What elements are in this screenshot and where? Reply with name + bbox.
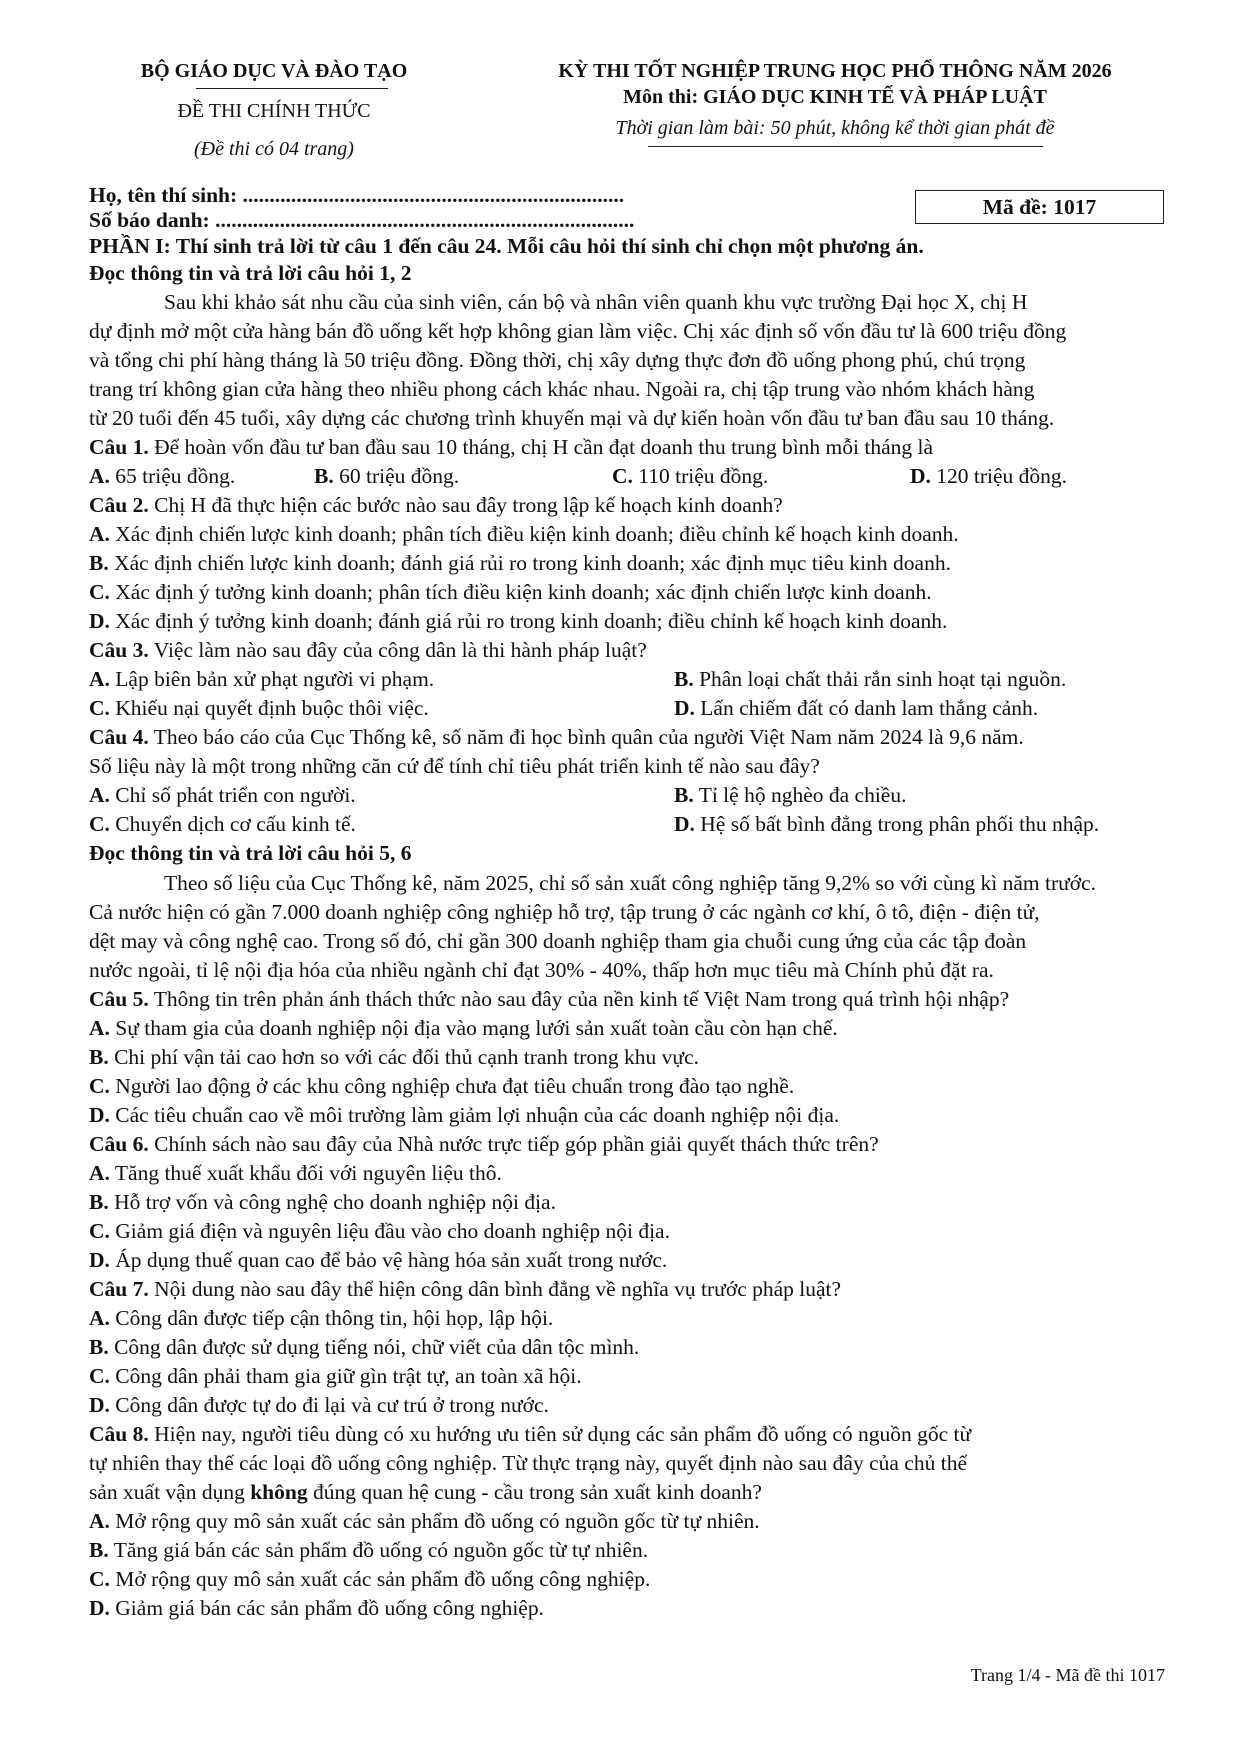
option-text: Các tiêu chuẩn cao về môi trường làm giảm lợi nhuận của các doanh nghiệp nội địa. [109,1103,840,1127]
reading1-line: dự định mở một cửa hàng bán đồ uống kết hợp không gian làm việc. Chị xác định số vốn đầu tư là 600 triệu đồng [89,319,1067,343]
option-text: Tỉ lệ hộ nghèo đa chiều. [693,783,907,807]
option-4c[interactable] [89,809,356,839]
question-4-cont: Số liệu này là một trong những căn cứ để tính chỉ tiêu phát triển kinh tế nào sau đây? [89,754,820,778]
option-5d[interactable] [89,1100,839,1130]
reading1-title: Đọc thông tin và trả lời câu hỏi 1, 2 [89,261,412,285]
option-text: Sự tham gia của doanh nghiệp nội địa vào mạng lưới sản xuất toàn cầu còn hạn chế. [109,1016,838,1040]
option-1b[interactable] [314,461,459,491]
option-key: D. [89,609,110,633]
option-key: C. [89,1567,110,1591]
ministry-title: BỘ GIÁO DỤC VÀ ĐÀO TẠO [140,60,408,82]
option-6d[interactable] [89,1245,667,1275]
option-2a[interactable] [89,519,959,549]
option-8d[interactable] [89,1593,544,1623]
reading2-line: Cả nước hiện có gần 7.000 doanh nghiệp công nghiệp hỗ trợ, tập trung ở các ngành cơ khí, ô tô, điện - điện tử, [89,900,1040,924]
option-text: Tăng thuế xuất khẩu đối với nguyên liệu thô. [109,1161,502,1185]
question-label: Câu 1. [89,435,149,459]
option-7a[interactable] [89,1303,553,1333]
option-5c[interactable] [89,1071,794,1101]
option-3c[interactable] [89,693,429,723]
question-4 [89,722,1024,752]
question-text: Hiện nay, người tiêu dùng có xu hướng ưu tiên sử dụng các sản phẩm đồ uống có nguồn gốc từ [148,1422,972,1446]
option-key: A. [89,1306,110,1330]
option-text: Chi phí vận tải cao hơn so với các đối thủ cạnh tranh trong khu vực. [108,1045,699,1069]
pages-note: (Đề thi có 04 trang) [194,138,354,160]
question-text: sản xuất vận dụng [89,1480,251,1504]
question-label: Câu 2. [89,493,149,517]
option-6c[interactable] [89,1216,670,1246]
option-1a[interactable] [89,461,235,491]
page-footer: Trang 1/4 - Mã đề thi 1017 [970,1665,1165,1685]
option-key: C. [89,1219,110,1243]
option-key: C. [89,812,110,836]
option-4b[interactable] [674,780,906,810]
option-text: Người lao động ở các khu công nghiệp chưa đạt tiêu chuẩn trong đào tạo nghề. [109,1074,795,1098]
option-text: Hệ số bất bình đẳng trong phân phối thu nhập. [694,812,1100,836]
option-1c[interactable] [612,461,768,491]
candidate-id-field: Số báo danh: .............................................................................. [89,208,635,232]
option-key: D. [89,1248,110,1272]
option-text: Công dân được tiếp cận thông tin, hội họp, lập hội. [109,1306,554,1330]
exam-code: Mã đề: 1017 [982,195,1097,219]
option-2d[interactable] [89,606,947,636]
option-5b[interactable] [89,1042,699,1072]
option-key: A. [89,1016,110,1040]
option-key: C. [89,1074,110,1098]
option-text: Áp dụng thuế quan cao để bảo vệ hàng hóa sản xuất trong nước. [109,1248,668,1272]
question-label: Câu 7. [89,1277,149,1301]
option-key: B. [89,1190,109,1214]
option-key: B. [674,783,694,807]
question-label: Câu 8. [89,1422,149,1446]
option-text: Lấn chiếm đất có danh lam thắng cảnh. [694,696,1039,720]
reading2-line: nước ngoài, tỉ lệ nội địa hóa của nhiều ngành chỉ đạt 30% - 40%, thấp hơn mục tiêu mà Chính phủ đặt ra. [89,958,994,982]
question-label: Câu 3. [89,638,149,662]
option-key: A. [89,1509,110,1533]
option-text: Lập biên bản xử phạt người vi phạm. [109,667,435,691]
question-text: Thông tin trên phản ánh thách thức nào sau đây của nền kinh tế Việt Nam trong quá trình hội nhập? [148,987,1010,1011]
option-key: D. [89,1393,110,1417]
reading2-line: dệt may và công nghệ cao. Trong số đó, chỉ gần 300 doanh nghiệp tham gia chuỗi cung ứng của các tập đoàn [89,929,1027,953]
option-text: 120 triệu đồng. [930,464,1068,488]
option-text: Xác định chiến lược kinh doanh; đánh giá rủi ro trong kinh doanh; xác định mục tiêu kinh doanh. [108,551,951,575]
official-label: ĐỀ THI CHÍNH THỨC [177,100,371,122]
option-key: D. [674,812,695,836]
question-label: Câu 5. [89,987,149,1011]
option-text: Khiếu nại quyết định buộc thôi việc. [109,696,429,720]
question-text: Nội dung nào sau đây thể hiện công dân bình đẳng về nghĩa vụ trước pháp luật? [148,1277,842,1301]
option-key: A. [89,464,110,488]
question-2 [89,490,783,520]
option-text: Mở rộng quy mô sản xuất các sản phẩm đồ uống có nguồn gốc từ tự nhiên. [109,1509,760,1533]
question-text: Việc làm nào sau đây của công dân là thi hành pháp luật? [148,638,647,662]
question-7 [89,1274,841,1304]
part1-heading: PHẦN I: Thí sinh trả lời từ câu 1 đến câu 24. Mỗi câu hỏi thí sinh chỉ chọn một phương án. [89,234,924,258]
option-3b[interactable] [674,664,1066,694]
question-text: Theo báo cáo của Cục Thống kê, số năm đi học bình quân của người Việt Nam năm 2024 là 9,6 năm. [148,725,1024,749]
option-text: Xác định ý tưởng kinh doanh; phân tích điều kiện kinh doanh; xác định chiến lược kinh doanh. [109,580,932,604]
option-text: Chuyển dịch cơ cấu kinh tế. [109,812,356,836]
candidate-name-field: Họ, tên thí sinh: ....................................................................... [89,183,625,207]
question-text: Để hoàn vốn đầu tư ban đầu sau 10 tháng, chị H cần đạt doanh thu trung bình mỗi tháng là [148,435,934,459]
option-7b[interactable] [89,1332,639,1362]
option-key: A. [89,1161,110,1185]
reading1-line: từ 20 tuổi đến 45 tuổi, xây dựng các chương trình khuyến mại và dự kiến hoàn vốn đầu tư ban đầu sau 10 tháng. [89,406,1055,430]
question-8-cont [89,1477,762,1507]
question-label: Câu 4. [89,725,149,749]
option-8b[interactable] [89,1535,648,1565]
option-key: C. [89,1364,110,1388]
option-8c[interactable] [89,1564,650,1594]
option-key: B. [314,464,334,488]
option-text: Giảm giá điện và nguyên liệu đầu vào cho doanh nghiệp nội địa. [109,1219,670,1243]
option-key: B. [674,667,694,691]
option-6b[interactable] [89,1187,556,1217]
option-text: 65 triệu đồng. [109,464,236,488]
option-key: A. [89,667,110,691]
option-key: C. [612,464,633,488]
option-key: C. [89,696,110,720]
option-4a[interactable] [89,780,356,810]
option-text: 60 triệu đồng. [333,464,460,488]
option-3a[interactable] [89,664,434,694]
header-divider-right [648,146,1043,147]
option-text: Công dân được tự do đi lại và cư trú ở trong nước. [109,1393,549,1417]
question-3 [89,635,647,665]
exam-code-box [915,190,1164,224]
option-text: Xác định chiến lược kinh doanh; phân tích điều kiện kinh doanh; điều chỉnh kế hoạch kinh doanh. [109,522,959,546]
emphasis-not: không [250,1480,308,1504]
option-3d[interactable] [674,693,1038,723]
option-key: A. [89,522,110,546]
time-note: Thời gian làm bài: 50 phút, không kể thời gian phát đề [615,117,1055,139]
option-key: A. [89,783,110,807]
option-text: Phân loại chất thải rắn sinh hoạt tại nguồn. [693,667,1067,691]
question-label: Câu 6. [89,1132,149,1156]
reading2-line: Theo số liệu của Cục Thống kê, năm 2025, chỉ số sản xuất công nghiệp tăng 9,2% so với cùng kì năm trước. [164,871,1097,895]
option-key: B. [89,1335,109,1359]
question-text: Chính sách nào sau đây của Nhà nước trực tiếp góp phần giải quyết thách thức trên? [148,1132,879,1156]
option-8a[interactable] [89,1506,760,1536]
question-5 [89,984,1009,1014]
option-1d[interactable] [910,461,1067,491]
option-4d[interactable] [674,809,1099,839]
option-key: D. [674,696,695,720]
option-text: 110 triệu đồng. [632,464,769,488]
option-key: B. [89,1045,109,1069]
question-1 [89,432,933,462]
option-text: Mở rộng quy mô sản xuất các sản phẩm đồ uống công nghiệp. [109,1567,651,1591]
option-key: B. [89,1538,109,1562]
option-7c[interactable] [89,1361,582,1391]
option-text: Công dân được sử dụng tiếng nói, chữ viết của dân tộc mình. [108,1335,640,1359]
option-text: Tăng giá bán các sản phẩm đồ uống có nguồn gốc từ tự nhiên. [108,1538,649,1562]
reading1-line: trang trí không gian cửa hàng theo nhiều phong cách khác nhau. Ngoài ra, chị tập trung vào nhóm khách hàng [89,377,1035,401]
option-6a[interactable] [89,1158,502,1188]
header-divider-left [196,88,388,89]
question-8-cont: tự nhiên thay thế các loại đồ uống công nghiệp. Từ thực trạng này, quyết định nào sau đây của chủ thể [89,1451,967,1475]
question-8 [89,1419,971,1449]
option-2c[interactable] [89,577,932,607]
option-text: Giảm giá bán các sản phẩm đồ uống công nghiệp. [109,1596,544,1620]
reading1-line: và tổng chi phí hàng tháng là 50 triệu đồng. Đồng thời, chị xây dựng thực đơn đồ uống phong phú, chú trọng [89,348,1026,372]
option-key: D. [910,464,931,488]
option-text: Hỗ trợ vốn và công nghệ cho doanh nghiệp nội địa. [108,1190,556,1214]
option-text: Chỉ số phát triển con người. [109,783,356,807]
option-text: Công dân phải tham gia giữ gìn trật tự, an toàn xã hội. [109,1364,582,1388]
question-6 [89,1129,879,1159]
option-key: D. [89,1596,110,1620]
option-text: Xác định ý tưởng kinh doanh; đánh giá rủi ro trong kinh doanh; điều chỉnh kế hoạch kinh doanh. [109,609,948,633]
option-key: C. [89,580,110,604]
option-key: B. [89,551,109,575]
reading1-line: Sau khi khảo sát nhu cầu của sinh viên, cán bộ và nhân viên quanh khu vực trường Đại học X, chị H [164,290,1028,314]
question-text: đúng quan hệ cung - cầu trong sản xuất kinh doanh? [307,1480,762,1504]
reading2-title: Đọc thông tin và trả lời câu hỏi 5, 6 [89,841,412,865]
option-7d[interactable] [89,1390,549,1420]
option-key: D. [89,1103,110,1127]
subject-title: Môn thi: GIÁO DỤC KINH TẾ VÀ PHÁP LUẬT [623,86,1047,108]
option-2b[interactable] [89,548,951,578]
option-5a[interactable] [89,1013,838,1043]
exam-title: KỲ THI TỐT NGHIỆP TRUNG HỌC PHỔ THÔNG NĂM 2026 [558,60,1112,82]
question-text: Chị H đã thực hiện các bước nào sau đây trong lập kế hoạch kinh doanh? [148,493,783,517]
